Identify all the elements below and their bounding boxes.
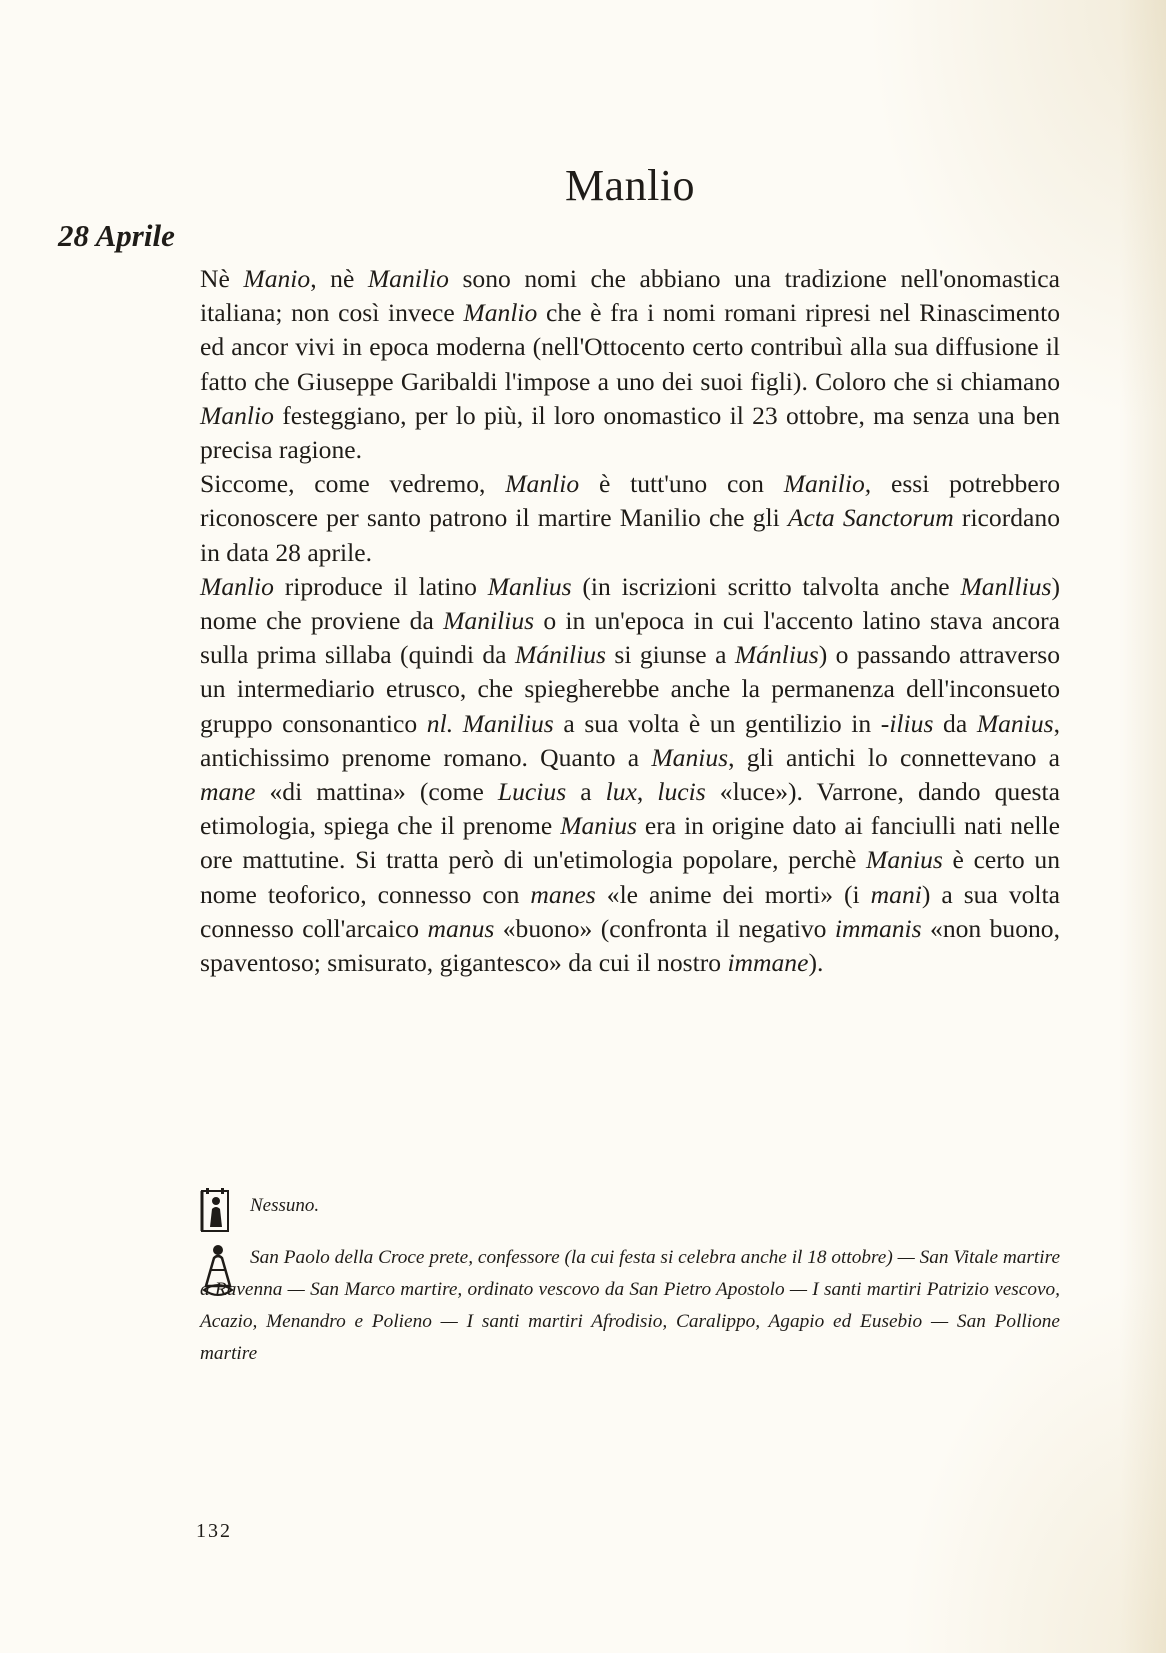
saints-list: San Paolo della Croce prete, confessore (la cui festa si celebra anche il 18 ottobre) — San Vitale martire a Ravenna — San Marco martire, ordinato vescovo da San Pietro Apostolo — I santi martiri Patrizio vescovo, Acazio, Menandro e Polieno — I santi martiri Afrodisio, Caralippo, Agapio ed Eusebio — San Pollione martire	[200, 1247, 1060, 1364]
text-run: ricordano in data 28 aprile.	[200, 503, 1060, 567]
text-run: sono nomi che abbiano una tradizione nell'onomastica italiana; non così invece	[200, 264, 1060, 328]
italic-term: Manius	[651, 742, 729, 772]
text-run: ).	[808, 948, 824, 978]
text-run: si giunse a	[605, 640, 735, 670]
italic-term: Manlio	[200, 571, 274, 601]
italic-term: immanis	[834, 913, 922, 943]
text-run: ) a sua volta connesso coll'arcaico	[200, 879, 1060, 943]
text-run: ,	[636, 777, 658, 807]
paragraph-3	[200, 570, 1060, 980]
text-run: ) o passando attraverso un intermediario etrusco, che spiegherebbe anche la permanenza dell'inconsueto gruppo consonantico	[200, 640, 1060, 738]
text-run: a	[566, 777, 606, 807]
text-run: festeggiano, per lo più, il loro onomastico il 23 ottobre, ma senza una ben precisa ragione.	[200, 400, 1060, 465]
text-run: è certo un nome teoforico, connesso con	[200, 845, 1060, 909]
italic-term: immane	[727, 948, 809, 978]
text-run: ) nome che proviene da	[200, 571, 1060, 636]
text-run: è tutt'uno con	[579, 469, 784, 499]
text-run: o in un'epoca in cui l'accento latino stava ancora sulla prima sillaba (quindi da	[200, 606, 1061, 670]
text-run: «le anime dei morti» (i	[595, 879, 871, 909]
italic-term: Manilius	[462, 708, 554, 738]
italic-term: Manlio	[505, 469, 580, 499]
page-number: 132	[196, 1520, 232, 1542]
text-run: Siccome, come vedremo,	[200, 469, 506, 499]
text-run: «non buono, spaventoso; smisurato, gigantesco» da cui il nostro	[200, 913, 1060, 978]
italic-term: mani	[870, 879, 922, 909]
text-run: essi potrebbero riconoscere per santo patrono il martire Manilio che gli	[200, 469, 1060, 533]
calendar-note-row	[200, 1187, 1060, 1235]
italic-term: Lucius	[497, 777, 567, 807]
page-title: Manlio	[564, 161, 696, 210]
text-run: a sua volta è un gentilizio in	[553, 708, 881, 738]
paragraph-1	[200, 262, 1060, 467]
text-run: riproduce il latino	[273, 571, 488, 601]
italic-term: mane	[200, 777, 256, 807]
italic-term: manes	[530, 879, 596, 909]
italic-term: Manlius	[487, 571, 572, 601]
text-run: «di mattina» (come	[255, 777, 498, 807]
italic-term: nl.	[426, 708, 454, 738]
text-run: Nè	[200, 264, 244, 293]
italic-term: Manius	[976, 708, 1054, 738]
italic-term: Manlio	[463, 298, 538, 328]
text-run: era in origine dato ai fanciulli nati nelle ore mattutine. Si tratta però di un'etimologia popolare, perchè	[200, 811, 1061, 875]
italic-term: lucis	[657, 777, 706, 807]
italic-term: Acta Sanctorum	[787, 503, 954, 533]
feast-date: 28 Aprile	[58, 218, 175, 253]
text-run: che è fra i nomi romani ripresi nel Rinascimento ed ancor vivi in epoca moderna (nell'Ottocento certo contribuì alla sua diffusione il fatto che Giuseppe Garibaldi l'impose a uno dei suoi figli). Coloro che si chiamano	[200, 298, 1060, 396]
italic-term: manus	[427, 913, 495, 943]
italic-term: Manlio	[200, 400, 274, 430]
italic-term: Mánlius	[734, 640, 819, 670]
italic-term: Manius	[560, 811, 637, 841]
italic-term: Manilius	[443, 606, 535, 636]
text-run: da	[933, 708, 977, 738]
text-run: (in iscrizioni scritto talvolta anche	[571, 571, 961, 601]
italic-term: Mánilius	[514, 640, 606, 670]
body-text	[200, 262, 1060, 980]
italic-term: Manio	[243, 264, 311, 293]
text-run: «luce»). Varrone, dando questa etimologia, spiega che il prenome	[200, 777, 1060, 841]
text-run: , antichissimo prenome romano. Quanto a	[200, 708, 1060, 772]
text-run: «buono» (confronta il negativo	[494, 913, 835, 943]
text-run: , nè	[310, 264, 368, 293]
calendar-saint-icon	[200, 1187, 230, 1233]
paragraph-2	[200, 467, 1060, 570]
text-run: , gli antichi lo connettevano a	[728, 742, 1060, 772]
italic-term: Manllius	[960, 571, 1052, 601]
italic-term: Manius	[866, 845, 943, 875]
calendar-note: Nessuno.	[250, 1195, 320, 1216]
italic-term: lux	[605, 777, 637, 807]
text-run	[453, 709, 463, 738]
italic-term: Manilio	[367, 264, 449, 293]
italic-term: -ilius	[880, 708, 934, 738]
saints-block	[200, 1242, 1060, 1362]
italic-term: Manilio,	[783, 469, 872, 499]
